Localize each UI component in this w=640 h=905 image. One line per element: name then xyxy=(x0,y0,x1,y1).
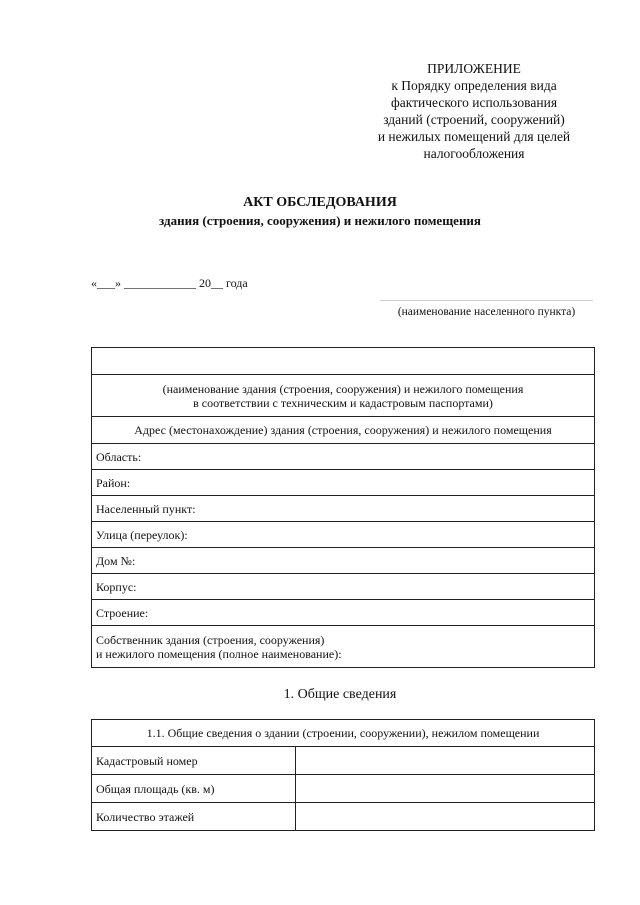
row-cadastral-label: Кадастровый номер xyxy=(92,747,296,775)
row-district[interactable]: Район: xyxy=(92,470,595,496)
row-region[interactable]: Область: xyxy=(92,444,595,470)
row-floors-label: Количество этажей xyxy=(92,803,296,831)
place-caption: (наименование населенного пункта) xyxy=(397,306,576,318)
row-area-value[interactable] xyxy=(296,775,595,803)
act-title: АКТ ОБСЛЕДОВАНИЯ xyxy=(243,195,397,210)
row-cadastral-value[interactable] xyxy=(296,747,595,775)
appendix-line: зданий (строений, сооружений) xyxy=(383,112,565,127)
row-owner[interactable] xyxy=(92,626,595,668)
row-area-label: Общая площадь (кв. м) xyxy=(92,775,296,803)
row-floors-value[interactable] xyxy=(296,803,595,831)
appendix-heading: ПРИЛОЖЕНИЕ xyxy=(427,61,521,76)
row-structure[interactable]: Строение: xyxy=(92,600,595,626)
building-name-field[interactable] xyxy=(92,348,595,375)
building-name-caption xyxy=(92,375,595,417)
appendix-line: фактического использования xyxy=(390,95,558,110)
caption-line: (наименование здания (строения, сооружения) и нежилого помещения xyxy=(162,381,524,396)
section-1-title: 1. Общие сведения xyxy=(283,687,397,702)
row-street[interactable]: Улица (переулок): xyxy=(92,522,595,548)
general-info-table xyxy=(91,719,595,831)
caption-line: в соответствии с техническим и кадастровым паспортами) xyxy=(193,395,493,410)
owner-line: Собственник здания (строения, сооружения) xyxy=(96,632,325,647)
row-locality[interactable]: Населенный пункт: xyxy=(92,496,595,522)
act-subtitle: здания (строения, сооружения) и нежилого помещения xyxy=(159,213,481,228)
place-rule xyxy=(380,300,593,301)
appendix-block xyxy=(340,60,608,162)
appendix-line: налогообложения xyxy=(423,146,525,161)
row-house[interactable]: Дом №: xyxy=(92,548,595,574)
row-building[interactable]: Корпус: xyxy=(92,574,595,600)
general-info-header: 1.1. Общие сведения о здании (строении, сооружении), нежилом помещении xyxy=(92,720,595,747)
appendix-line: к Порядку определения вида xyxy=(391,78,557,93)
owner-line: и нежилого помещения (полное наименование): xyxy=(96,646,342,661)
date-line: «___» ____________ 20__ года xyxy=(91,276,248,290)
appendix-line: и нежилых помещений для целей xyxy=(377,129,571,144)
address-header: Адрес (местонахождение) здания (строения, сооружения) и нежилого помещения xyxy=(92,417,595,444)
building-table xyxy=(91,347,595,668)
